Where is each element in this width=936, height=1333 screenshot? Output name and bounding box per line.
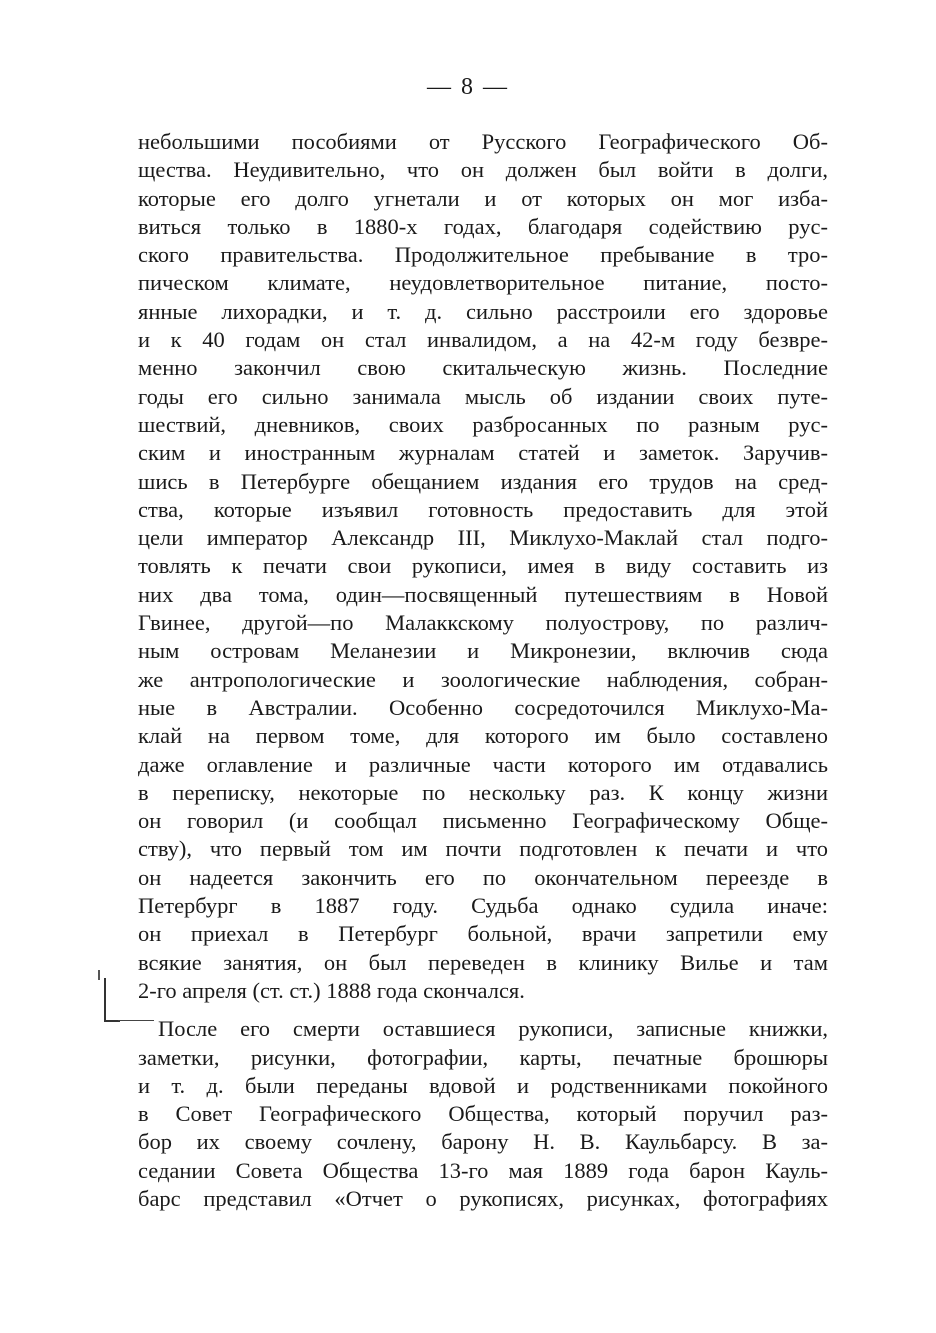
text-line: Гвинее, другой—по Малаккскому полуострову, по различ- (138, 610, 828, 636)
text-line: товлять к печати свои рукописи, имея в виду составить из (138, 553, 828, 579)
text-line: ству), что первый том им почти подготовлен к печати и что (138, 836, 828, 862)
text-line: менно закончил свою скитальческую жизнь. Последние (138, 355, 828, 381)
text-line: пическом климате, неудовлетворительное питание, посто- (138, 270, 828, 296)
page-number: — 8 — (427, 74, 509, 100)
text-line: бор их своему сочлену, барону Н. В. Каульбарсу. В за- (138, 1129, 828, 1155)
text-line: щества. Неудивительно, что он должен был войти в долги, (138, 157, 828, 183)
text-line: них два тома, один—посвященный путешествиям в Новой (138, 581, 828, 607)
text-line: небольшими пособиями от Русского Географического Об- (138, 129, 828, 154)
text-line: всякие занятия, он был переведен в клинику Вилье и там (138, 949, 828, 975)
paragraph-gap (138, 1005, 828, 1015)
text-line: 2-го апреля (ст. ст.) 1888 года скончался. (138, 977, 525, 1003)
text-line: он приехал в Петербург больной, врачи запретили ему (138, 921, 828, 947)
paragraph-2 (138, 1015, 828, 1213)
margin-bracket-mark (104, 978, 120, 1022)
text-line: ства, которые изъявил готовность предоставить для этой (138, 496, 828, 522)
text-line: и к 40 годам он стал инвалидом, а на 42-м году безвре- (138, 327, 828, 353)
text-line: в переписку, некоторые по нескольку раз. К концу жизни (138, 779, 828, 805)
paragraph-1 (138, 128, 828, 1005)
text-line: даже оглавление и различные части которого им отдавались (138, 751, 828, 777)
text-line: он говорил (и сообщал письменно Географическому Обще- (138, 808, 828, 834)
text-line: виться только в 1880-х годах, благодаря содействию рус- (138, 213, 828, 239)
body-text (138, 128, 828, 1213)
text-line: клай на первом томе, для которого им было составлено (138, 723, 828, 749)
text-line: Петербург в 1887 году. Судьба однако судила иначе: (138, 893, 828, 919)
text-line: и т. д. были переданы вдовой и родственниками покойного (138, 1072, 828, 1098)
text-line: которые его долго угнетали и от которых он мог изба- (138, 185, 828, 211)
text-line: ные в Австралии. Особенно сосредоточился Миклухо-Ма- (138, 694, 828, 720)
text-line: янные лихорадки, и т. д. сильно расстроили его здоровье (138, 298, 828, 324)
text-line: шествий, дневников, своих разбросанных по разным рус- (138, 411, 828, 437)
text-line: в Совет Географического Общества, который поручил раз- (138, 1101, 828, 1127)
text-line: цели император Александр III, Миклухо-Маклай стал подго- (138, 525, 828, 551)
text-line: шись в Петербурге обещанием издания его трудов на сред- (138, 468, 828, 494)
text-line: он надеется закончить его по окончательном переезде в (138, 864, 828, 890)
text-line: заметки, рисунки, фотографии, карты, печатные брошюры (138, 1044, 828, 1070)
text-line: седании Совета Общества 13-го мая 1889 года барон Кауль- (138, 1157, 828, 1183)
text-line: же антропологические и зоологические наблюдения, собран- (138, 666, 828, 692)
text-line: ным островам Меланезии и Микронезии, включив сюда (138, 638, 828, 664)
text-line: барс представил «Отчет о рукописях, рисунках, фотографиях (138, 1185, 828, 1211)
text-line: После его смерти оставшиеся рукописи, записные книжки, (158, 1016, 828, 1042)
text-line: ским и иностранным журналам статей и заметок. Заручив- (138, 440, 828, 466)
text-line: годы его сильно занимала мысль об издании своих путе- (138, 383, 828, 409)
text-line: ского правительства. Продолжительное пребывание в тро- (138, 242, 828, 268)
margin-mark (98, 970, 100, 980)
